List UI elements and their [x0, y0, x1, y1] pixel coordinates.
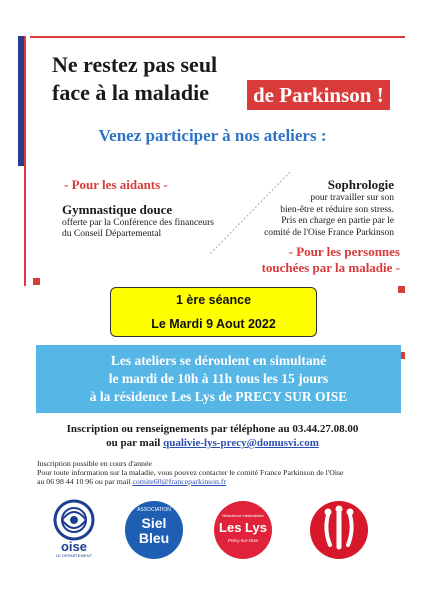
les-lys-logo: [214, 501, 272, 559]
lys-logo-name: Les Lys: [219, 520, 267, 535]
decorative-square: [398, 286, 405, 293]
audience-personnes-line1: - Pour les personnes: [288, 244, 400, 259]
siel-bleu-logo: [125, 501, 183, 559]
activity-sophro-description: [254, 193, 394, 239]
schedule-info-box: [36, 345, 401, 413]
inscription-phone: Inscription ou renseignements par téléphone au 03.44.27.08.00: [66, 423, 359, 435]
headline-line1: Ne restez pas seul: [52, 52, 218, 77]
sophro-desc-line: comité de l'Oise France Parkinson: [264, 227, 394, 238]
contact-email-link[interactable]: qualivie-lys-precy@domusvi.com: [163, 437, 319, 449]
left-decorative-line: [24, 36, 26, 286]
france-parkinson-logo: [310, 501, 368, 559]
footnote-line1: Inscription possible en cours d'année: [37, 459, 152, 468]
subtitle: Venez participer à nos ateliers :: [98, 126, 327, 145]
lys-logo-sub: Précy-sur-Oise: [227, 538, 258, 543]
headline-line2: face à la maladie: [52, 80, 210, 105]
top-decorative-line: [30, 36, 405, 38]
france-parkinson-figures-icon: [310, 501, 368, 559]
siel-logo-top: ASSOCIATION: [137, 507, 171, 513]
oise-departement-logo: [44, 498, 104, 558]
first-session-box: [110, 287, 317, 337]
footnote-line3: [37, 477, 226, 486]
session-date: Le Mardi 9 Aout 2022: [151, 317, 276, 331]
comite-email-link[interactable]: comite60@franceparkinson.fr: [132, 477, 227, 486]
siel-logo-line2: Bleu: [138, 530, 170, 546]
schedule-line2: le mardi de 10h à 11h tous les 15 jours: [108, 371, 329, 386]
sophro-desc-line: Pris en charge en partie par le: [281, 216, 394, 226]
inscription-mail: [0, 437, 425, 449]
activity-sophro-title: Sophrologie: [327, 177, 394, 192]
sophro-desc-line: pour travailler sur son: [310, 193, 394, 203]
schedule-line1: Les ateliers se déroulent en simultané: [110, 353, 327, 368]
inscription-mail-prefix: ou par mail: [106, 437, 161, 449]
sophro-desc-line: bien-être et réduire son stress.: [280, 204, 394, 215]
footnote-line2: Pour toute information sur la maladie, vous pouvez contacter le comité France Parkinson de l'Oise: [37, 468, 344, 477]
oise-emblem-icon: [44, 498, 104, 544]
footnote-line3-prefix: au 06 98 44 10 96 ou par mail: [37, 477, 131, 486]
oise-logo-text: oise: [60, 539, 87, 554]
schedule-line3: à la résidence Les Lys de PRECY SUR OISE: [89, 389, 348, 404]
audience-personnes-line2: touchées par la maladie -: [261, 260, 400, 275]
oise-logo-subtext: LE DÉPARTEMENT: [56, 553, 92, 558]
session-label: 1 ère séance: [175, 293, 252, 307]
audience-aidants: - Pour les aidants -: [64, 177, 168, 192]
activity-gym-title: Gymnastique douce: [62, 202, 173, 217]
headline-highlight: de Parkinson !: [247, 80, 390, 110]
lys-logo-top: Résidence médicalisée: [222, 513, 264, 518]
siel-logo-line1: Siel: [141, 515, 167, 531]
activity-gym-description: offerte par la Conférence des financeurs du Conseil Départemental: [62, 218, 215, 239]
decorative-square: [33, 278, 40, 285]
audience-personnes: [230, 244, 400, 276]
